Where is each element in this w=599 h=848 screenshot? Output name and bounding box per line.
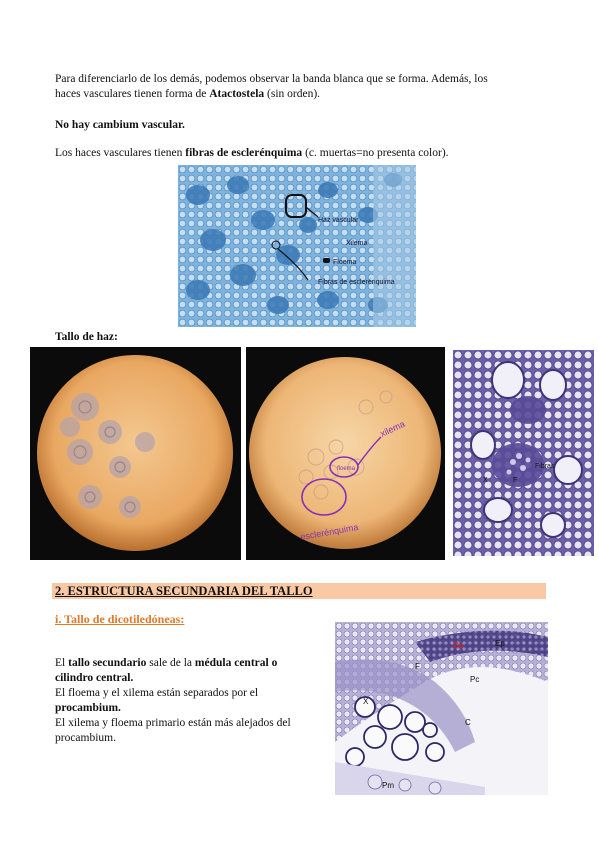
label-fibras-stained: Fibras <box>535 463 555 470</box>
label-f: F <box>415 662 420 671</box>
paragraph-line <box>55 87 555 102</box>
label-fibras: Fibras de esclerénquima <box>318 279 395 286</box>
paragraph-line <box>55 656 325 671</box>
text-span: (sin orden). <box>264 88 321 100</box>
micrograph-stained-bundle <box>453 350 594 556</box>
handwritten-esclerenquima: esclerénquima <box>299 521 359 542</box>
label-tallo-de-haz: Tallo de haz: <box>55 331 118 343</box>
section-heading: 2. ESTRUCTURA SECUNDARIA DEL TALLO <box>55 584 313 598</box>
text-span: sale de la <box>146 657 195 669</box>
label-ep: Ep <box>495 639 505 648</box>
text-span: haces vasculares tienen forma de <box>55 88 210 100</box>
label-co: Co <box>453 641 464 650</box>
label-xilema: Xilema <box>346 240 368 247</box>
label-f-stained: F <box>513 477 518 484</box>
text-span: El <box>55 657 69 669</box>
bold-term-atactostela: Atactostela <box>209 88 265 100</box>
paragraph-banda-blanca <box>55 72 555 102</box>
paragraph-no-cambium: No hay cambium vascular. <box>55 119 185 131</box>
label-pc: Pc <box>470 675 480 684</box>
label-haz-vascular: Haz vascular <box>318 217 359 224</box>
handwritten-floema: floema <box>337 466 356 472</box>
paragraph-fibras <box>55 146 449 161</box>
micrograph-microscope-2 <box>246 347 445 560</box>
bold-term: médula central o <box>194 657 278 669</box>
micrograph-microscope-1 <box>30 347 241 560</box>
paragraph-line: El floema y el xilema están separados por el <box>55 687 259 699</box>
micrograph-dicot-stem <box>335 622 548 795</box>
handwritten-xilema: xilema <box>378 418 407 439</box>
label-x: X <box>363 697 369 706</box>
paragraph-line: Para diferenciarlo de los demás, podemos observar la banda blanca que se forma. Además, los <box>55 73 488 85</box>
micrograph-monocot-stem <box>178 165 416 327</box>
label-pm: Pm <box>382 781 394 790</box>
bold-term-fibras: fibras de esclerénquima <box>185 147 303 159</box>
text-span: (c. muertas=no presenta color). <box>302 147 449 159</box>
paragraph-dicot <box>55 656 325 746</box>
paragraph-line: procambium. <box>55 732 116 744</box>
bold-term: tallo secundario <box>68 657 147 669</box>
label-x-stained: X <box>483 477 488 484</box>
paragraph-line: cilindro central. <box>55 672 134 684</box>
subsection-heading: i. Tallo de dicotiledóneas: <box>55 612 185 626</box>
label-floema: Floema <box>333 259 357 266</box>
label-c: C <box>465 718 471 727</box>
text-span: Los haces vasculares tienen <box>55 147 186 159</box>
paragraph-line: El xilema y floema primario están más alejados del <box>55 717 291 729</box>
paragraph-line: procambium. <box>55 702 121 714</box>
